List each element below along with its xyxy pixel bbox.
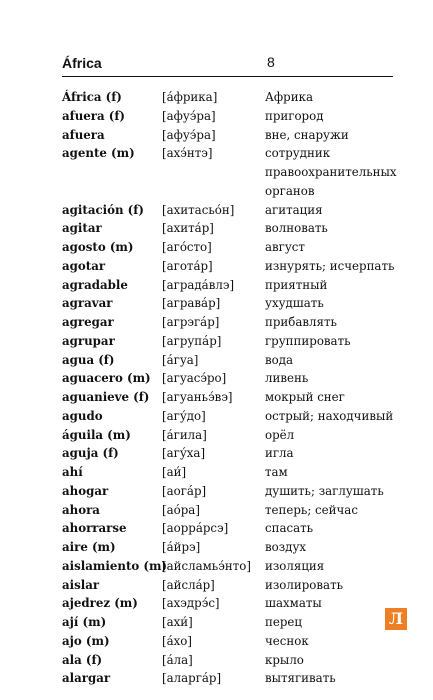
transcription: [áла] xyxy=(162,652,193,667)
running-headword: África xyxy=(62,55,102,71)
transcription: [áхо] xyxy=(162,633,192,648)
dictionary-entry xyxy=(62,613,402,632)
headword: aguacero (m) xyxy=(62,371,151,386)
page-number: 8 xyxy=(267,54,275,70)
dictionary-entry xyxy=(62,88,402,107)
headword: aguanieve (f) xyxy=(62,390,150,404)
headword: aire (m) xyxy=(62,540,116,554)
translation: мокрый снег xyxy=(265,390,345,404)
translation: изоляция xyxy=(265,558,325,573)
headword: aislamiento (m) xyxy=(62,558,168,573)
dictionary-entries xyxy=(62,88,402,688)
dictionary-entry xyxy=(62,501,402,520)
headword: agradable xyxy=(62,277,128,292)
dictionary-entry xyxy=(62,238,402,257)
headword: ahogar xyxy=(62,483,109,498)
running-head xyxy=(62,54,393,77)
transcription: [аоррáрсэ] xyxy=(162,521,229,536)
dictionary-entry xyxy=(62,482,402,501)
transcription: [айсламьэ́нто] xyxy=(162,558,251,573)
translation: теперь; сейчас xyxy=(265,502,358,517)
transcription: [аларгáр] xyxy=(162,671,222,686)
transcription: [агрэгáр] xyxy=(162,315,220,329)
transcription: [агота́р] xyxy=(162,258,213,273)
headword: ahorrarse xyxy=(62,521,127,536)
dictionary-entry xyxy=(62,426,402,445)
transcription: [агу́ха] xyxy=(162,446,206,461)
translation: перец xyxy=(265,615,302,629)
dictionary-entry xyxy=(62,669,402,688)
translation: острый; находчивый xyxy=(265,408,394,423)
transcription: [áгуа] xyxy=(162,352,199,367)
headword: ajo (m) xyxy=(62,633,110,648)
dictionary-entry xyxy=(62,594,402,613)
transcription: [айслáр] xyxy=(162,577,215,592)
translation: волновать xyxy=(265,221,328,236)
transcription: [áгила] xyxy=(162,427,207,442)
translation: шахматы xyxy=(265,596,322,611)
headword: agotar xyxy=(62,258,106,273)
headword: águila (m) xyxy=(62,427,131,442)
dictionary-entry xyxy=(62,201,402,220)
transcription: [áфрика] xyxy=(162,90,218,104)
dictionary-entry xyxy=(62,519,402,538)
headword: África (f) xyxy=(62,90,122,104)
translation: вытягивать xyxy=(265,671,336,686)
dictionary-entry xyxy=(62,651,402,670)
dictionary-entry xyxy=(62,126,402,145)
headword: aislar xyxy=(62,577,100,592)
transcription: [ахи́] xyxy=(162,615,193,629)
translation: пригород xyxy=(265,108,324,123)
transcription: [аградáвлэ] xyxy=(162,277,235,292)
dictionary-entry xyxy=(62,444,402,463)
translation: вода xyxy=(265,352,294,367)
dictionary-entry xyxy=(62,538,402,557)
transcription: [ахэдрэ́с] xyxy=(162,596,220,611)
headword: ajedrez (m) xyxy=(62,596,138,611)
transcription: [агуаньэ́вэ] xyxy=(162,390,233,404)
publisher-logo-glyph: Л xyxy=(388,609,404,628)
transcription: [агуасэ́ро] xyxy=(162,371,227,386)
transcription: [афуэ́ра] xyxy=(162,108,216,123)
headword: ahí xyxy=(62,465,83,479)
transcription: [аго́сто] xyxy=(162,240,212,254)
transcription: [аóра] xyxy=(162,502,200,517)
translation: изолировать xyxy=(265,577,344,592)
dictionary-entry xyxy=(62,107,402,126)
translation: ливень xyxy=(265,371,309,386)
dictionary-entry xyxy=(62,351,402,370)
translation: группировать xyxy=(265,333,351,348)
transcription: [ахитасьо́н] xyxy=(162,202,235,217)
headword: agregar xyxy=(62,315,114,329)
dictionary-entry xyxy=(62,144,402,200)
translation: орёл xyxy=(265,427,295,442)
headword: alargar xyxy=(62,671,111,686)
transcription: [агрупáр] xyxy=(162,333,222,348)
translation: воздух xyxy=(265,540,307,554)
headword: agrupar xyxy=(62,333,115,348)
dictionary-entry xyxy=(62,276,402,295)
headword: ají (m) xyxy=(62,615,107,629)
transcription: [афуэ́ра] xyxy=(162,127,216,142)
dictionary-entry xyxy=(62,257,402,276)
translation: август xyxy=(265,240,305,254)
dictionary-entry xyxy=(62,576,402,595)
dictionary-entry xyxy=(62,313,402,332)
translation: сотрудник правоохранительных органов xyxy=(265,146,397,198)
translation: игла xyxy=(265,446,294,461)
publisher-logo-icon xyxy=(385,608,407,630)
headword: afuera xyxy=(62,127,105,142)
transcription: [агу́до] xyxy=(162,408,206,423)
headword: agosto (m) xyxy=(62,240,134,254)
translation: ухудшать xyxy=(265,296,324,311)
dictionary-entry xyxy=(62,332,402,351)
headword: agitar xyxy=(62,221,102,236)
translation: там xyxy=(265,465,288,479)
headword: ahora xyxy=(62,502,100,517)
translation: Африка xyxy=(265,90,313,104)
translation: приятный xyxy=(265,277,328,292)
transcription: [аи́] xyxy=(162,465,187,479)
headword: ala (f) xyxy=(62,652,103,667)
headword: agudo xyxy=(62,408,103,423)
dictionary-entry xyxy=(62,463,402,482)
transcription: [аогáр] xyxy=(162,483,207,498)
translation: прибавлять xyxy=(265,315,337,329)
translation: вне, снаружи xyxy=(265,127,349,142)
headword: afuera (f) xyxy=(62,108,126,123)
transcription: [áйрэ] xyxy=(162,540,201,554)
headword: agravar xyxy=(62,296,113,311)
dictionary-entry xyxy=(62,219,402,238)
dictionary-entry xyxy=(62,407,402,426)
headword: aguja (f) xyxy=(62,446,119,461)
translation: агитация xyxy=(265,202,323,217)
translation: чеснок xyxy=(265,633,309,648)
headword: agitación (f) xyxy=(62,202,144,217)
transcription: [ахита́р] xyxy=(162,221,214,236)
dictionary-entry xyxy=(62,294,402,313)
transcription: [агравáр] xyxy=(162,296,221,311)
headword: agua (f) xyxy=(62,352,115,367)
translation: спасать xyxy=(265,521,314,536)
dictionary-entry xyxy=(62,369,402,388)
dictionary-entry xyxy=(62,388,402,407)
headword: agente (m) xyxy=(62,146,135,161)
transcription: [ахэ́нтэ] xyxy=(162,146,213,161)
dictionary-entry xyxy=(62,632,402,651)
translation: душить; заглушать xyxy=(265,483,384,498)
translation: изнурять; исчерпать xyxy=(265,258,395,273)
dictionary-entry xyxy=(62,557,402,576)
translation: крыло xyxy=(265,652,304,667)
